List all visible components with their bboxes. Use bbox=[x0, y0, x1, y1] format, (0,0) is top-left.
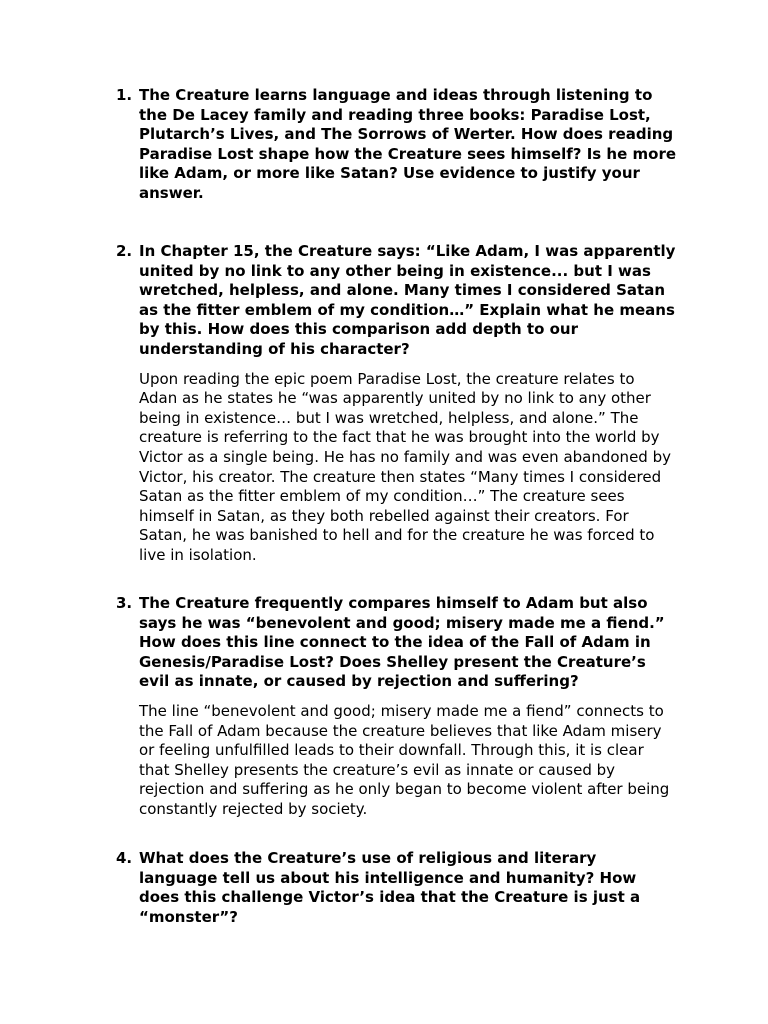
question-number: 1. bbox=[116, 86, 133, 104]
question-item-1 bbox=[116, 86, 676, 204]
answer-text: Upon reading the epic poem Paradise Lost, the creature relates to Adan as he states he “was apparently united by no link to any other being in existence… but I was wretched, helpless, and alone.” The creature is referring to the fact that he was brought into the world by Victor as a single being. He has no family and was even abandoned by Victor, his creator. The creature then states “Many times I considered Satan as the fitter emblem of my condition…” The creature sees himself in Satan, as they both rebelled against their creators. For Satan, he was banished to hell and for the creature he was forced to live in isolation. bbox=[139, 369, 671, 564]
question-text: The Creature learns language and ideas through listening to the De Lacey family and reading three books: Paradise Lost, Plutarch’s Lives, and The Sorrows of Werter. How does reading Paradise Lost shape how the Creature sees himself? Is he more like Adam, or more like Satan? Use evidence to justify your answer. bbox=[139, 86, 677, 202]
question-text: In Chapter 15, the Creature says: “Like Adam, I was apparently united by no link to any other being in existence... but I was wretched, helpless, and alone. Many times I considered Satan as the fitter emblem of my condition…” Explain what he means by this. How does this comparison add depth to our understanding of his character? bbox=[139, 242, 676, 358]
question-number: 4. bbox=[116, 849, 133, 867]
answer-text: The line “benevolent and good; misery made me a fiend” connects to the Fall of Adam because the creature believes that like Adam misery or feeling unfulfilled leads to their downfall. Through this, it is clear that Shelley presents the creature’s evil as innate or caused by rejection and suffering as he only began to become violent after being constantly rejected by society. bbox=[139, 701, 670, 818]
question-item-4 bbox=[116, 849, 676, 927]
question-text: The Creature frequently compares himself to Adam but also says he was “benevolent and good; misery made me a fiend.” How does this line connect to the idea of the Fall of Adam in Genesis/Paradise Lost? Does Shelley present the Creature’s evil as innate, or caused by rejection and suffering? bbox=[139, 594, 665, 691]
question-text: What does the Creature’s use of religious and literary language tell us about his intelligence and humanity? How does this challenge Victor’s idea that the Creature is just a “monster”? bbox=[139, 849, 641, 926]
question-item-2 bbox=[116, 242, 676, 566]
question-number: 2. bbox=[116, 242, 133, 260]
question-item-3 bbox=[116, 594, 676, 820]
question-number: 3. bbox=[116, 594, 133, 612]
